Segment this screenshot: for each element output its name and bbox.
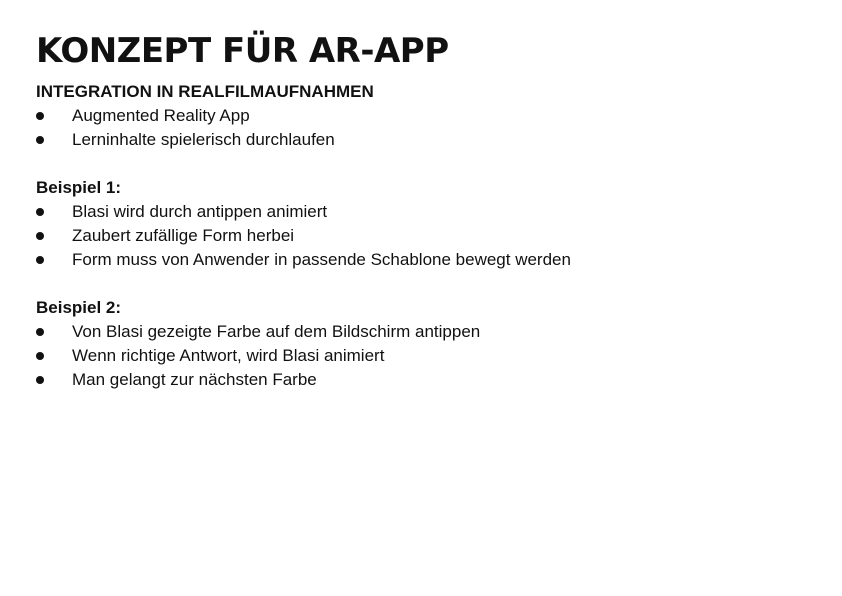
bullet-text: Blasi wird durch antippen animiert	[72, 202, 328, 221]
section-beispiel-2	[36, 296, 806, 392]
section-beispiel-1	[36, 176, 806, 272]
list-item	[36, 320, 806, 344]
bullet-list	[36, 104, 806, 152]
bullet-text: Man gelangt zur nächsten Farbe	[72, 370, 317, 389]
section-spacer	[36, 152, 806, 176]
bullet-icon	[36, 208, 44, 216]
bullet-text: Augmented Reality App	[72, 106, 250, 125]
list-item	[36, 224, 806, 248]
list-item	[36, 200, 806, 224]
bullet-text: Von Blasi gezeigte Farbe auf dem Bildschirm antippen	[72, 322, 481, 341]
section-spacer	[36, 272, 806, 296]
bullet-icon	[36, 112, 44, 120]
bullet-text: Form muss von Anwender in passende Schablone bewegt werden	[72, 250, 571, 269]
list-item	[36, 368, 806, 392]
list-item	[36, 104, 806, 128]
bullet-icon	[36, 232, 44, 240]
section-heading: Beispiel 1:	[36, 178, 122, 197]
section-heading: INTEGRATION IN REALFILMAUFNAHMEN	[36, 82, 374, 101]
bullet-text: Lerninhalte spielerisch durchlaufen	[72, 130, 335, 149]
bullet-icon	[36, 256, 44, 264]
bullet-icon	[36, 136, 44, 144]
slide-content	[36, 80, 806, 392]
bullet-text: Zaubert zufällige Form herbei	[72, 226, 295, 245]
bullet-list	[36, 200, 806, 272]
section-heading: Beispiel 2:	[36, 298, 122, 317]
bullet-icon	[36, 328, 44, 336]
list-item	[36, 248, 806, 272]
list-item	[36, 128, 806, 152]
section-integration	[36, 80, 806, 152]
bullet-icon	[36, 352, 44, 360]
bullet-text: Wenn richtige Antwort, wird Blasi animiert	[72, 346, 385, 365]
bullet-list	[36, 320, 806, 392]
bullet-icon	[36, 376, 44, 384]
list-item	[36, 344, 806, 368]
slide-title: KONZEPT FÜR AR-APP	[36, 31, 449, 71]
